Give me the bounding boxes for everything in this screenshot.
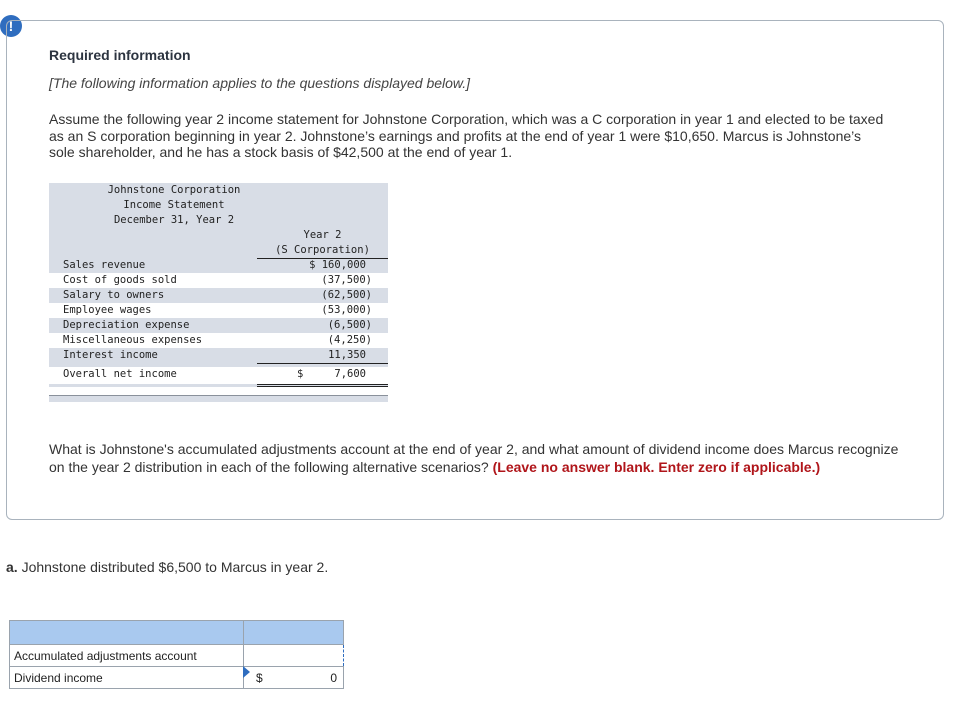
header-cell <box>10 621 244 645</box>
part-a-prompt <box>6 559 328 575</box>
table-row <box>10 645 344 667</box>
part-a-text: Johnstone distributed $6,500 to Marcus in year 2. <box>21 559 329 575</box>
row-value: (6,500) <box>327 319 372 331</box>
table-row <box>49 288 388 303</box>
total-label: Overall net income <box>63 368 177 380</box>
answer-label: Accumulated adjustments account <box>10 645 244 667</box>
answer-table <box>9 620 344 689</box>
row-label: Depreciation expense <box>63 319 190 331</box>
column-type: (S Corporation) <box>275 244 370 256</box>
statement-scrollbar <box>49 395 388 402</box>
income-statement <box>49 183 388 387</box>
row-label: Salary to owners <box>63 289 165 301</box>
header-cell <box>244 621 344 645</box>
row-value: (62,500) <box>321 289 372 301</box>
answer-currency: $ <box>256 671 263 685</box>
required-information-title: Required information <box>49 47 191 63</box>
table-row <box>49 318 388 333</box>
row-label: Employee wages <box>63 304 152 316</box>
table-row <box>10 667 344 689</box>
row-value: (53,000) <box>321 304 372 316</box>
table-row <box>49 258 388 273</box>
dividend-income-input[interactable] <box>244 667 344 689</box>
statement-company: Johnstone Corporation <box>107 184 241 196</box>
table-row <box>49 333 388 348</box>
question-text <box>49 441 909 476</box>
table-row <box>49 273 388 288</box>
statement-title: Income Statement <box>123 199 225 211</box>
alert-icon: ! <box>0 15 22 37</box>
row-value: (37,500) <box>321 274 372 286</box>
table-row <box>49 303 388 318</box>
table-row <box>49 348 388 363</box>
answer-label: Dividend income <box>10 667 244 689</box>
entry-flag-icon <box>243 666 250 678</box>
question-body: What is Johnstone's accumulated adjustments account at the end of year 2, and what amount of dividend income does Marcus recognize on the year 2 distribution in each of the following alternative scenarios? <box>49 441 899 475</box>
row-label: Miscellaneous expenses <box>63 334 203 346</box>
part-a-letter: a. <box>6 559 18 575</box>
total-row <box>49 367 388 384</box>
applies-note: [The following information applies to the questions displayed below.] <box>49 75 471 91</box>
total-currency: $ <box>297 368 304 380</box>
answer-table-header <box>10 621 344 645</box>
row-value: 11,350 <box>328 349 366 361</box>
intro-paragraph: Assume the following year 2 income statement for Johnstone Corporation, which was a C corporation in year 1 and elected to be taxed as an S corporation beginning in year 2. Johnstone’s earnings and profits at the end of year 1 were $10,650. Marcus is Johnstone’s sole shareholder, and he has a stock basis of $42,500 at the end of year 1. <box>49 111 884 160</box>
question-instruction: (Leave no answer blank. Enter zero if applicable.) <box>492 458 821 475</box>
row-value: (4,250) <box>327 334 372 346</box>
column-year: Year 2 <box>303 229 342 241</box>
row-label: Cost of goods sold <box>63 274 177 286</box>
row-value: $ 160,000 <box>309 259 366 271</box>
row-label: Interest income <box>63 349 158 361</box>
total-value: 7,600 <box>334 368 366 380</box>
row-label: Sales revenue <box>63 259 146 271</box>
accumulated-adjustments-input[interactable] <box>244 645 344 667</box>
answer-value: 0 <box>330 671 337 685</box>
statement-date: December 31, Year 2 <box>113 214 235 226</box>
